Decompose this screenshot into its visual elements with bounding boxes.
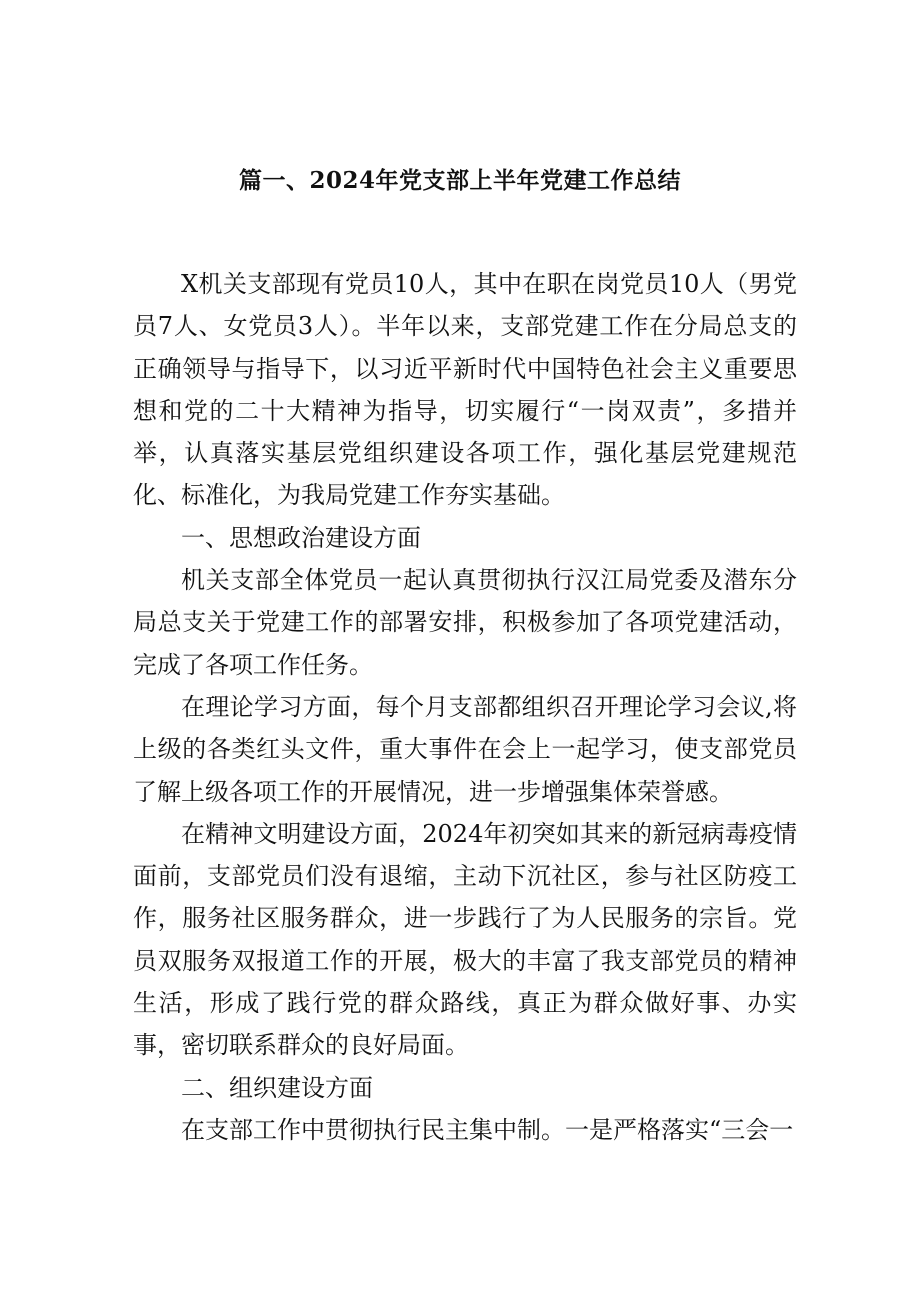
section-heading-ideological: 一、思想政治建设方面 [181, 523, 421, 552]
paragraph-democratic-centralism: 在支部工作中贯彻执行民主集中制。一是严格落实“三会一 [181, 1115, 794, 1144]
paragraph-spiritual-civilization: 在精神文明建设方面，2024年初突如其来的新冠病毒疫情面前，支部党员们没有退缩，主动下沉社区，参与社区防疫工作，服务社区服务群众，进一步践行了为人民服务的宗旨。党员双服务双报道工作的开展，极大的丰富了我支部党员的精神生活，形成了践行党的群众路线，真正为群众做好事、办实事，密切联系群众的良好局面。 [133, 819, 797, 1060]
paragraph-branch-overview: X机关支部现有党员10人，其中在职在岗党员10人（男党员7人、女党员3人）。半年以来，支部党建工作在分局总支的正确领导与指导下，以习近平新时代中国特色社会主义重要思想和党的二十大精神为指导，切实履行“一岗双责”，多措并举，认真落实基层党组织建设各项工作，强化基层党建规范化、标准化，为我局党建工作夯实基础。 [133, 270, 797, 510]
paragraph-theory-study: 在理论学习方面，每个月支部都组织召开理论学习会议,将上级的各类红头文件，重大事件在会上一起学习，使支部党员了解上级各项工作的开展情况，进一步增强集体荣誉感。 [133, 692, 797, 806]
document-title: 篇一、2024年党支部上半年党建工作总结 [238, 167, 681, 194]
paragraph-ideological-implementation: 机关支部全体党员一起认真贯彻执行汉江局党委及潜东分局总支关于党建工作的部署安排，积极参加了各项党建活动，完成了各项工作任务。 [133, 566, 797, 679]
document-body [133, 263, 797, 1151]
section-heading-organization: 二、组织建设方面 [181, 1073, 373, 1102]
